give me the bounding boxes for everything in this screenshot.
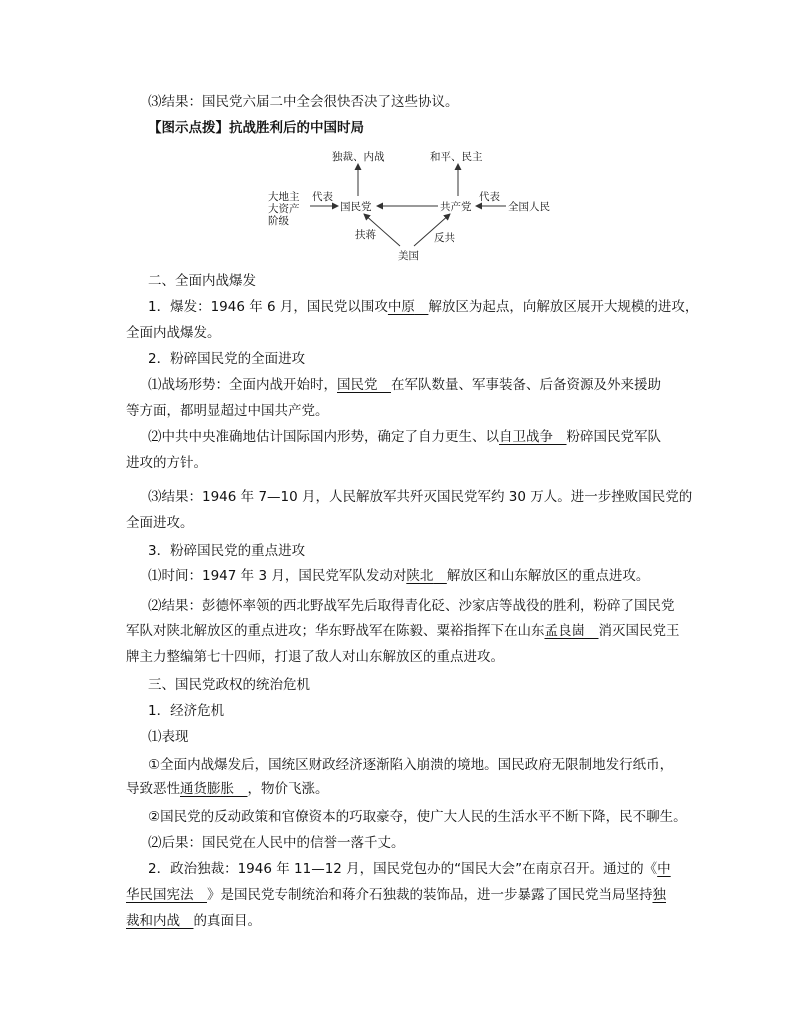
subsection-title-3: 3．粉碎国民党的重点进攻: [148, 543, 306, 559]
inflation-line2: 导致恶性通货膨胀 ，物价飞涨。: [126, 781, 329, 797]
label-represent-right: 代表: [479, 191, 500, 203]
policy-line2: 进攻的方针。: [126, 455, 207, 471]
blank-shaanbei: 陕北: [406, 568, 434, 584]
manifestation-title: ⑴表现: [148, 729, 189, 745]
node-ccp: 共产党: [440, 201, 472, 213]
time-1947-line: ⑴时间：1947 年 3 月，国民党军队发动对陕北 解放区和山东解放区的重点进攻。: [148, 568, 650, 584]
subsection-title-2: 2．粉碎国民党的全面进攻: [148, 351, 306, 367]
key-offensive-line1: ⑵结果：彭德怀率领的西北野战军先后取得青化砭、沙家店等战役的胜利，粉碎了国民党: [148, 598, 675, 614]
china-situation-diagram: [262, 148, 572, 266]
node-landlord-line1: 大地主: [268, 191, 300, 203]
blank-constitution-part2: 华民国宪法: [126, 887, 194, 903]
result-paragraph: ⑶结果：国民党六届二中全会很快否决了这些协议。: [148, 94, 459, 110]
node-landlord-line2: 大资产: [268, 203, 300, 215]
node-usa: 美国: [398, 250, 419, 262]
node-kmt: 国民党: [340, 201, 372, 213]
outbreak-paragraph-line2: 全面内战爆发。: [126, 325, 221, 341]
label-anti-communist: 反共: [434, 232, 455, 244]
node-dictatorship: 独裁、内战: [332, 151, 385, 163]
key-offensive-line2: 军队对陕北解放区的重点进攻；华东野战军在陈毅、粟裕指挥下在山东孟良崮 消灭国民党王: [126, 623, 680, 639]
blank-inflation: 通货膨胀: [180, 781, 234, 797]
bureaucratic-capital-line: ②国民党的反动政策和官僚资本的巧取豪夺，使广大人民的生活水平不断下降，民不聊生。: [148, 809, 687, 825]
blank-self-defense-war: 自卫战争: [499, 429, 553, 445]
inflation-line1: ①全面内战爆发后，国统区财政经济逐渐陷入崩溃的境地。国民政府无限制地发行纸币，: [148, 757, 674, 773]
node-people: 全国人民: [508, 201, 550, 213]
political-line1: 2．政治独裁：1946 年 11—12 月，国民党包办的“国民大会”在南京召开。通过的《中: [148, 861, 671, 877]
section-heading-2: 二、全面内战爆发: [148, 273, 256, 289]
blank-menglianggu: 孟良崮: [544, 623, 585, 639]
blank-kmt: 国民党: [337, 377, 378, 393]
blank-dictatorship-part1: 独: [652, 887, 666, 903]
result-1946-line1: ⑶结果：1946 年 7—10 月，人民解放军共歼灭国民党军约 30 万人。进一步挫败国民党的: [148, 489, 693, 505]
label-support-chiang: 扶蒋: [355, 229, 376, 241]
economic-crisis-title: 1．经济危机: [148, 703, 225, 719]
political-line2: 华民国宪法 》是国民党专制统治和蒋介石独裁的装饰品，进一步暴露了国民党当局坚持独: [126, 887, 666, 903]
key-offensive-line3: 牌主力整编第七十四师，打退了敌人对山东解放区的重点进攻。: [126, 649, 504, 665]
blank-zhongyuan: 中原: [387, 299, 415, 315]
node-peace: 和平、民主: [430, 151, 483, 163]
node-landlord-line3: 阶级: [268, 215, 289, 227]
political-line3: 裁和内战 的真面目。: [126, 913, 261, 929]
outbreak-paragraph-line1: 1．爆发：1946 年 6 月，国民党以围攻中原 解放区为起点，向解放区展开大规模的进攻，: [148, 299, 699, 315]
label-represent-left: 代表: [312, 191, 333, 203]
battlefield-line2: 等方面，都明显超过中国共产党。: [126, 403, 329, 419]
blank-dictatorship-part2: 裁和内战: [126, 913, 180, 929]
result-1946-line2: 全面进攻。: [126, 515, 194, 531]
blank-constitution-part1: 中: [657, 861, 671, 877]
diagram-heading: 【图示点拨】抗战胜利后的中国时局: [148, 120, 364, 136]
battlefield-line1: ⑴战场形势：全面内战开始时，国民党 在军队数量、军事装备、后备资源及外来援助: [148, 377, 661, 393]
section-heading-3: 三、国民党政权的统治危机: [148, 677, 310, 693]
consequence-line: ⑵后果：国民党在人民中的信誉一落千丈。: [148, 835, 405, 851]
policy-line1: ⑵中共中央准确地估计国际国内形势，确定了自力更生、以自卫战争 粉碎国民党军队: [148, 429, 661, 445]
